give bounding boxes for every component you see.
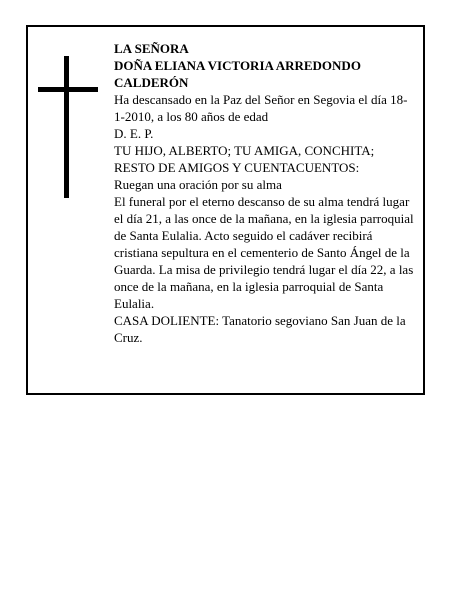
deceased-name: DOÑA ELIANA VICTORIA ARREDONDO CALDERÓN (114, 58, 361, 90)
house-info: CASA DOLIENTE: Tanatorio segoviano San Juan de la Cruz. (114, 313, 406, 345)
cross-vertical-bar (64, 56, 69, 198)
family-line: TU HIJO, ALBERTO; TU AMIGA, CONCHITA; RESTO DE AMIGOS Y CUENTACUENTOS: (114, 143, 375, 175)
cross-horizontal-bar (38, 87, 98, 92)
dep-line: D. E. P. (114, 126, 154, 141)
notice-title: LA SEÑORA (114, 41, 189, 56)
death-info: Ha descansado en la Paz del Señor en Segovia el día 18-1-2010, a los 80 años de edad (114, 92, 408, 124)
notice-text (114, 40, 414, 346)
cross-icon (38, 56, 98, 198)
funeral-info: El funeral por el eterno descanso de su alma tendrá lugar el día 21, a las once de la mañana, en la iglesia parroquial de Santa Eulalia. Acto seguido el cadáver recibirá cristiana sepultura en el cementerio de Santo Ángel de la Guarda. La misa de privilegio tendrá lugar el día 22, a las once de la mañana, en la iglesia parroquial de Santa Eulalia. (114, 194, 414, 311)
obituary-notice (26, 25, 425, 395)
prayer-line: Ruegan una oración por su alma (114, 177, 282, 192)
